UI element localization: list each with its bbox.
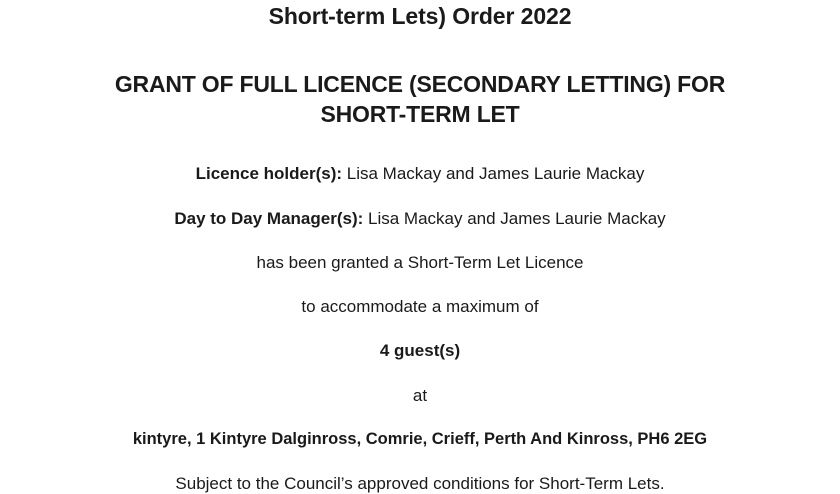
accommodate-text: to accommodate a maximum of <box>301 297 539 317</box>
document-title-grant <box>58 69 782 130</box>
licence-holder-row <box>58 163 782 184</box>
licence-holder-value: Lisa Mackay and James Laurie Mackay <box>346 164 645 184</box>
granted-text: has been granted a Short-Term Let Licence <box>256 252 584 272</box>
guest-count: 4 guest(s) <box>379 341 461 361</box>
day-to-day-manager-value: Lisa Mackay and James Laurie Mackay <box>368 208 666 228</box>
document-title-order: Short-term Lets) Order 2022 <box>268 3 572 29</box>
document-title-grant-line2: SHORT-TERM LET <box>320 101 520 128</box>
day-to-day-manager-row <box>58 208 782 229</box>
property-address: kintyre, 1 Kintyre Dalginross, Comrie, Crieff, Perth And Kinross, PH6 2EG <box>132 429 708 448</box>
subject-conditions-text: Subject to the Council’s approved conditions for Short-Term Lets. <box>175 473 665 493</box>
document-title-grant-line1: GRANT OF FULL LICENCE (SECONDARY LETTING) FOR <box>114 70 726 97</box>
at-text: at <box>412 385 428 405</box>
licence-holder-label: Licence holder(s): <box>195 164 343 184</box>
day-to-day-manager-label: Day to Day Manager(s): <box>174 208 364 228</box>
